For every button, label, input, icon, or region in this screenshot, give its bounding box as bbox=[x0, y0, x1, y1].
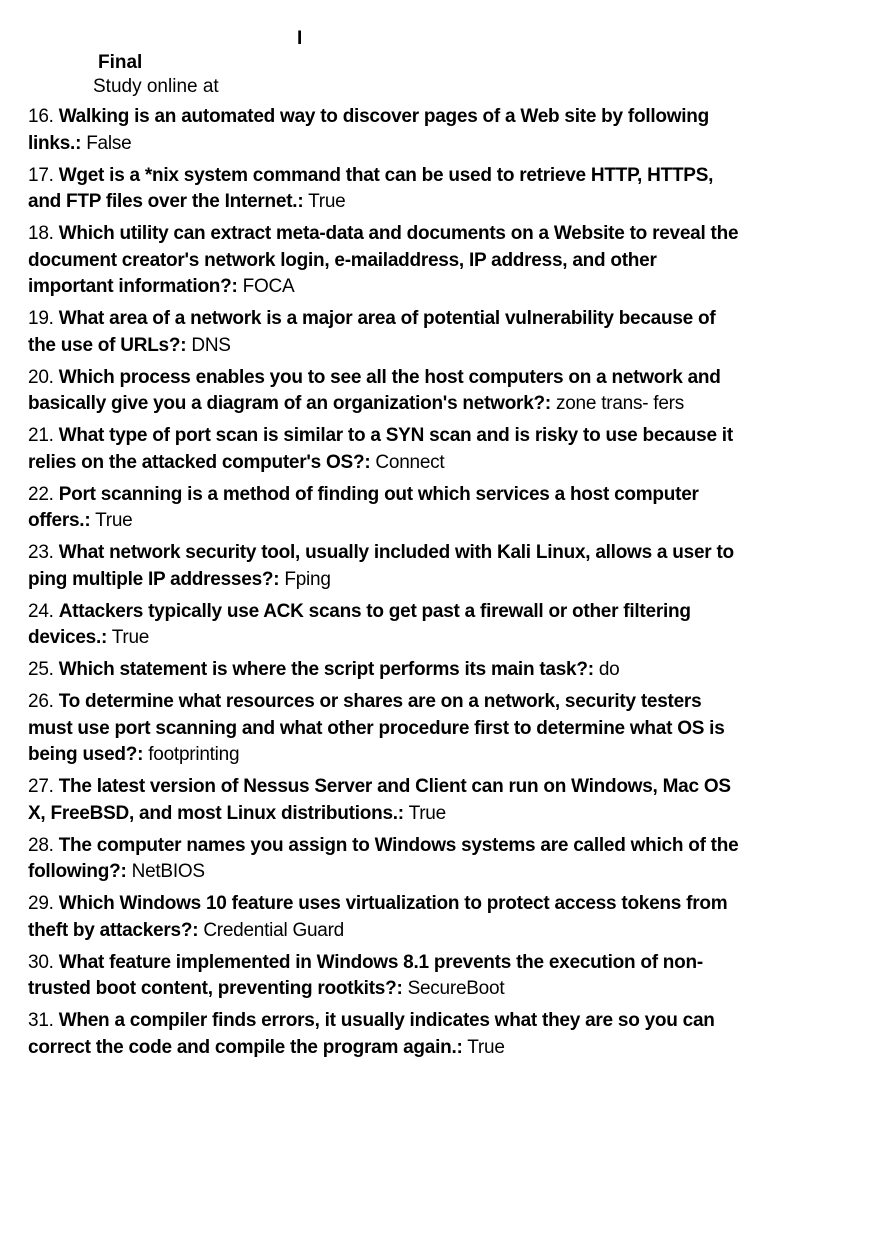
question-item bbox=[28, 540, 743, 593]
question-number: 26. bbox=[28, 691, 54, 712]
page-title: Final bbox=[98, 52, 143, 73]
question-number: 19. bbox=[28, 308, 54, 329]
question-text: Walking is an automated way to discover pages of a Web site by following links.: bbox=[28, 106, 709, 154]
question-number: 17. bbox=[28, 164, 54, 186]
question-item bbox=[28, 482, 743, 535]
question-text: Which statement is where the script performs its main task?: bbox=[58, 659, 594, 680]
question-number: 27. bbox=[28, 776, 54, 797]
question-item bbox=[28, 833, 743, 886]
answer-text: Connect bbox=[375, 451, 445, 473]
question-item bbox=[28, 599, 743, 652]
question-text: When a compiler finds errors, it usually indicates what they are so you can correct the code and compile the program again.: bbox=[28, 1010, 715, 1058]
answer-text: True bbox=[408, 802, 446, 824]
question-text: Which process enables you to see all the host computers on a network and basically give you a diagram of an organization's network?: bbox=[28, 366, 721, 414]
answer-text: Fping bbox=[284, 568, 331, 590]
question-number: 23. bbox=[28, 542, 54, 563]
question-number: 20. bbox=[28, 366, 54, 388]
question-item bbox=[28, 774, 743, 827]
answer-text: False bbox=[86, 132, 132, 154]
question-number: 18. bbox=[28, 223, 54, 244]
question-number: 16. bbox=[28, 106, 54, 127]
answer-text: True bbox=[111, 627, 150, 648]
question-text: Attackers typically use ACK scans to get past a firewall or other filtering devices.: bbox=[28, 600, 691, 648]
question-item bbox=[28, 423, 743, 476]
question-item bbox=[28, 163, 743, 216]
question-text: What feature implemented in Windows 8.1 prevents the execution of non-trusted boot content, preventing rootkits?: bbox=[28, 951, 703, 999]
answer-text: True bbox=[308, 191, 346, 212]
answer-text: True bbox=[467, 1036, 505, 1058]
question-text: To determine what resources or shares are on a network, security testers must use port scanning and what other procedure first to determine what OS is being used?: bbox=[28, 691, 725, 765]
question-text: Port scanning is a method of finding out which services a host computer offers.: bbox=[28, 483, 699, 531]
question-item bbox=[28, 365, 743, 418]
question-item bbox=[28, 657, 743, 684]
question-item bbox=[28, 221, 743, 301]
question-text: The latest version of Nessus Server and Client can run on Windows, Mac OS X, FreeBSD, and most Linux distributions.: bbox=[28, 776, 731, 824]
question-item bbox=[28, 689, 743, 769]
question-number: 31. bbox=[28, 1010, 54, 1031]
answer-text: zone trans- fers bbox=[555, 393, 684, 414]
question-text: What area of a network is a major area of potential vulnerability because of the use of URLs?: bbox=[28, 308, 716, 356]
question-text: Wget is a *nix system command that can be used to retrieve HTTP, HTTPS, and FTP files over the Internet.: bbox=[28, 164, 714, 212]
question-number: 30. bbox=[28, 951, 54, 973]
question-item bbox=[28, 891, 743, 944]
question-item bbox=[28, 950, 743, 1003]
question-list bbox=[28, 104, 743, 1067]
question-text: What type of port scan is similar to a SYN scan and is risky to use because it relies on the attacked computer's OS?: bbox=[28, 425, 733, 473]
question-number: 22. bbox=[28, 483, 54, 505]
answer-text: True bbox=[95, 510, 133, 531]
answer-text: Credential Guard bbox=[203, 919, 345, 941]
question-number: 29. bbox=[28, 893, 54, 914]
question-number: 28. bbox=[28, 834, 54, 856]
answer-text: NetBIOS bbox=[131, 861, 205, 882]
question-item bbox=[28, 104, 743, 157]
answer-text: DNS bbox=[191, 334, 231, 356]
answer-text: FOCA bbox=[242, 276, 295, 297]
question-item bbox=[28, 306, 743, 359]
question-number: 21. bbox=[28, 425, 54, 446]
question-text: Which utility can extract meta-data and documents on a Website to reveal the document creator's network login, e-mailaddress, IP address, and other important information?: bbox=[28, 223, 739, 297]
page-subtitle: Study online at bbox=[93, 76, 219, 97]
question-text: What network security tool, usually included with Kali Linux, allows a user to ping multiple IP addresses?: bbox=[28, 542, 734, 590]
question-item bbox=[28, 1008, 743, 1061]
header-mark: I bbox=[297, 28, 303, 49]
answer-text: footprinting bbox=[148, 744, 240, 765]
question-text: The computer names you assign to Windows systems are called which of the following?: bbox=[28, 834, 739, 882]
question-text: Which Windows 10 feature uses virtualization to protect access tokens from theft by attackers?: bbox=[28, 893, 728, 941]
answer-text: SecureBoot bbox=[407, 978, 505, 999]
question-number: 24. bbox=[28, 600, 54, 622]
question-number: 25. bbox=[28, 659, 54, 680]
answer-text: do bbox=[598, 659, 620, 680]
